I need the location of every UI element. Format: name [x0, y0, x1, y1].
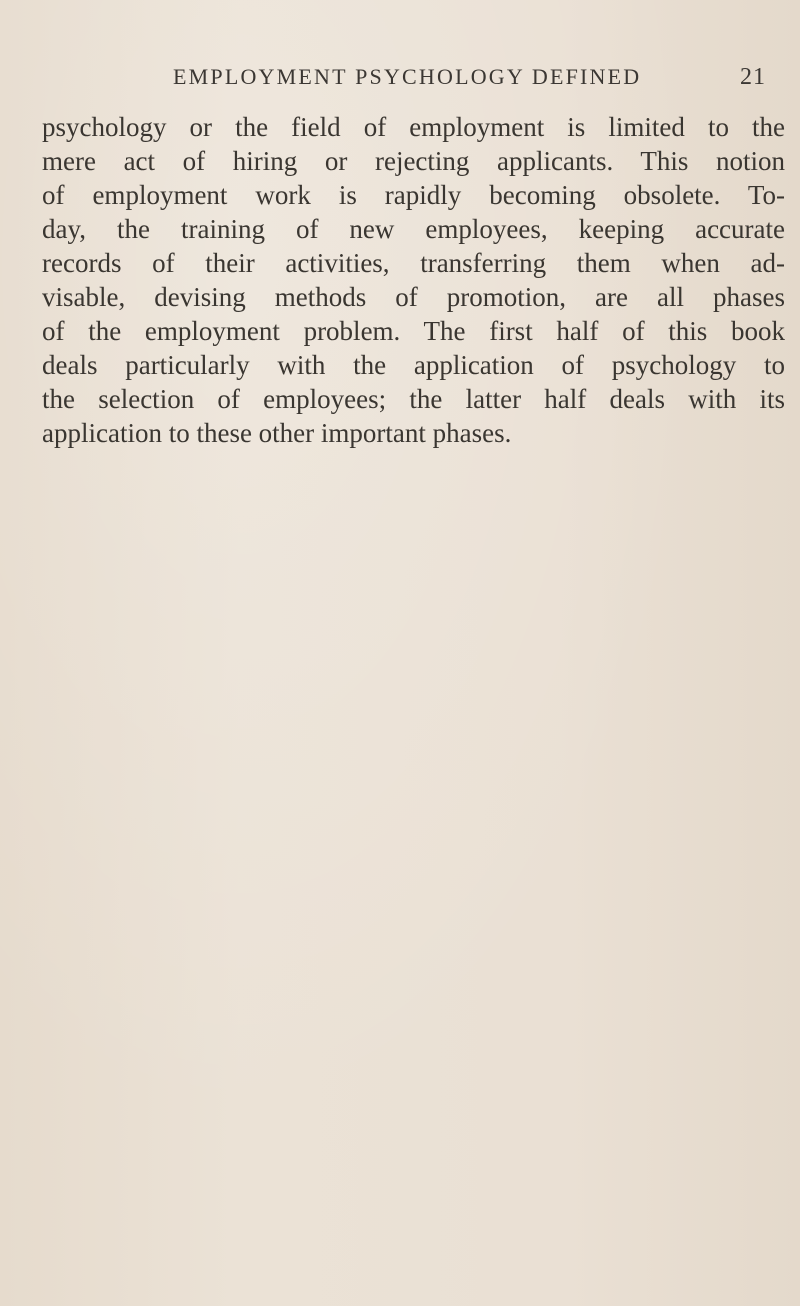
text-line: mere act of hiring or rejecting applicants. This notion — [42, 146, 785, 176]
text-line: the selection of employees; the latter half deals with its — [42, 384, 785, 414]
text-line: of employment work is rapidly becoming obsolete. To- — [42, 180, 785, 210]
text-line: visable, devising methods of promotion, are all phases — [42, 282, 785, 312]
text-line: application to these other important phases. — [42, 418, 512, 448]
body-paragraph — [42, 110, 785, 450]
text-line: psychology or the field of employment is limited to the — [42, 112, 785, 142]
running-title: EMPLOYMENT PSYCHOLOGY DEFINED — [173, 64, 642, 89]
text-line: of the employment problem. The first half of this book — [42, 316, 785, 346]
text-line: deals particularly with the application of psychology to — [42, 350, 785, 380]
text-line: records of their activities, transferring them when ad- — [42, 248, 785, 278]
text-line: day, the training of new employees, keeping accurate — [42, 214, 785, 244]
running-head — [0, 62, 800, 102]
page-number: 21 — [740, 64, 766, 90]
